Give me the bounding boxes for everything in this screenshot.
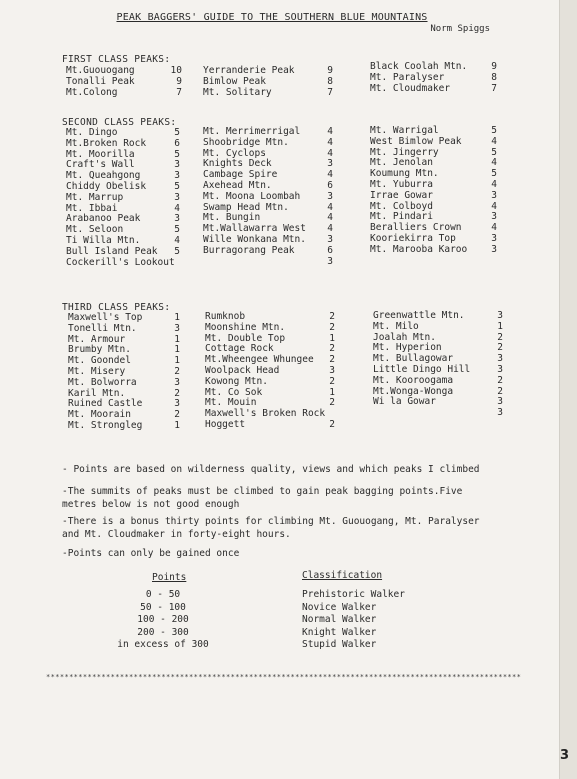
peak-row <box>203 246 333 257</box>
peak-points: 2 <box>497 374 503 386</box>
peak-row <box>66 88 182 99</box>
third-class-col-3 <box>373 311 503 419</box>
peak-points: 4 <box>491 157 497 169</box>
peak-points: 2 <box>329 321 335 333</box>
peak-name: Greenwattle Mtn. <box>373 310 465 321</box>
peak-points: 3 <box>497 407 503 419</box>
peak-points: 2 <box>329 375 335 387</box>
peak-points: 6 <box>327 244 333 256</box>
peak-name: Wille Wonkana Mtn. <box>203 233 306 245</box>
classification-header: Classification <box>302 570 383 581</box>
peak-name: Chiddy Obelisk <box>66 180 147 192</box>
peak-points: 1 <box>497 320 503 332</box>
peak-points: 4 <box>327 147 333 159</box>
peak-points: 3 <box>174 170 180 182</box>
peak-row <box>66 193 180 204</box>
classification-label: Normal Walker <box>302 614 377 625</box>
peak-points: 2 <box>329 397 335 409</box>
peak-row <box>68 324 180 335</box>
peak-points: 1 <box>174 355 180 367</box>
peak-row <box>370 191 497 202</box>
peak-points: 2 <box>174 409 180 421</box>
peak-row <box>373 397 503 408</box>
peak-points: 4 <box>174 202 180 214</box>
peak-name: Arabanoo Peak <box>66 213 141 225</box>
peak-points: 4 <box>491 200 497 212</box>
peak-points: 4 <box>327 169 333 181</box>
peak-name: Mt. Moona Loombah <box>203 190 301 202</box>
peak-name: Mt.Colong <box>66 86 118 98</box>
peak-name: Tonelli Mtn. <box>68 322 137 334</box>
peak-points: 3 <box>174 398 180 410</box>
page-number: 3 <box>560 748 570 763</box>
peak-points: 5 <box>174 245 180 257</box>
note-1: - Points are based on wilderness quality, views and which peaks I climbed <box>62 464 480 475</box>
peak-points: 2 <box>497 342 503 354</box>
peak-points: 2 <box>329 418 335 430</box>
peak-points: 4 <box>491 135 497 147</box>
peak-name: Mt. Marooba Karoo <box>370 243 468 255</box>
note-4: -Points can only be gained once <box>62 548 240 559</box>
peak-row <box>205 323 335 334</box>
second-class-heading: SECOND CLASS PEAKS: <box>62 117 177 128</box>
peak-points: 4 <box>327 212 333 224</box>
peak-points: 3 <box>327 255 333 267</box>
peak-name: Mt. Merrimerrigal <box>203 126 301 137</box>
peak-name: Cambage Spire <box>203 169 278 181</box>
first-class-col-3 <box>370 62 497 94</box>
peak-name: Mt.Wheengee Whungee <box>205 354 314 366</box>
peak-name: Mt.Wallawarra West <box>203 223 306 235</box>
peak-points: 5 <box>174 148 180 160</box>
peak-name <box>373 408 491 419</box>
peak-points: 2 <box>174 365 180 377</box>
peak-name: Beralliers Crown <box>370 222 462 234</box>
peak-row <box>66 247 180 258</box>
peak-name: Mt. Yuburra <box>370 178 433 190</box>
peak-name: Mt. Pindari <box>370 211 433 223</box>
peak-name: Mt. Jingerry <box>370 146 439 158</box>
points-range: 200 - 300 <box>137 626 189 638</box>
peak-points: 3 <box>491 243 497 255</box>
peak-name: Cottage Rock <box>205 343 274 355</box>
peak-name: Mt. Dingo <box>66 127 118 138</box>
peak-row <box>205 420 335 431</box>
peak-name: Maxwell's Broken Rock <box>205 408 326 420</box>
peak-points: 5 <box>174 180 180 192</box>
second-class-col-1 <box>66 128 180 268</box>
peak-row <box>203 77 333 88</box>
peak-name: Mt. Co Sok <box>205 386 263 398</box>
peak-name: Mt. Paralyser <box>370 71 445 83</box>
classification-label: Stupid Walker <box>302 639 377 650</box>
peak-points: 3 <box>174 191 180 203</box>
peak-points: 4 <box>491 178 497 190</box>
peak-name: West Bimlow Peak <box>370 135 462 147</box>
second-class-col-2 <box>203 127 333 267</box>
peak-name: Tonalli Peak <box>66 75 135 87</box>
peak-points: 5 <box>174 127 180 138</box>
peak-points: 5 <box>174 224 180 236</box>
peak-name: Mt. Cyclops <box>203 147 266 159</box>
peak-points: 3 <box>327 158 333 170</box>
peak-name: Moonshine Mtn. <box>205 321 286 333</box>
peak-points: 2 <box>329 354 335 366</box>
peak-name: Mt. Seloon <box>66 224 124 236</box>
peak-points: 3 <box>174 376 180 388</box>
peak-name: Yerranderie Peak <box>203 65 295 76</box>
peak-points <box>166 258 180 269</box>
points-range: 50 - 100 <box>140 601 186 613</box>
peak-points: 3 <box>491 232 497 244</box>
peak-points: 7 <box>327 86 333 98</box>
peak-row <box>66 258 180 269</box>
peak-name: Knights Deck <box>203 158 272 170</box>
peak-points: 2 <box>329 311 335 322</box>
peak-points: 8 <box>327 75 333 87</box>
peak-row <box>68 421 180 432</box>
peak-points: 2 <box>497 331 503 343</box>
peak-name: Mt.Wonga-Wonga <box>373 385 454 397</box>
peak-name: Joalah Mtn. <box>373 331 436 343</box>
peak-points: 1 <box>174 333 180 345</box>
peak-name: Irrae Gowar <box>370 189 433 201</box>
peak-row <box>66 139 180 150</box>
peak-name: Rumknob <box>205 311 246 322</box>
points-range: in excess of 300 <box>117 639 209 650</box>
peak-name: Kowong Mtn. <box>205 375 268 387</box>
peak-row <box>370 245 497 256</box>
peak-name: Bull Island Peak <box>66 245 158 257</box>
peak-name: Little Dingo Hill <box>373 363 471 375</box>
peak-name: Mt. Kooroogama <box>373 374 454 386</box>
peak-name: Mt. Misery <box>68 365 126 377</box>
peak-points: 2 <box>497 385 503 397</box>
peak-points: 1 <box>174 312 180 323</box>
third-class-heading: THIRD CLASS PEAKS: <box>62 302 171 313</box>
peak-points: 4 <box>327 201 333 213</box>
note-3: -There is a bonus thirty points for climbing Mt. Guouogang, Mt. Paralyser <box>62 516 480 527</box>
peak-name: Shoobridge Mtn. <box>203 136 289 148</box>
points-range: 100 - 200 <box>137 614 189 625</box>
peak-name: Mt. Bullagowar <box>373 353 454 365</box>
peak-row <box>373 322 503 333</box>
peak-points: 5 <box>491 125 497 136</box>
peak-name: Mt. Milo <box>373 320 419 332</box>
page-edge <box>560 0 577 779</box>
peak-name: Ruined Castle <box>68 398 143 410</box>
peak-points: 6 <box>327 179 333 191</box>
peak-points: 3 <box>497 353 503 365</box>
peak-name: Black Coolah Mtn. <box>370 61 468 72</box>
third-class-col-2 <box>205 312 335 431</box>
peak-name: Craft's Wall <box>66 159 135 171</box>
peak-name: Mt.Guouogang <box>66 65 135 76</box>
peak-row <box>66 77 182 88</box>
note-2-cont: metres below is not good enough <box>62 499 240 510</box>
peak-row <box>203 88 333 99</box>
note-2: -The summits of peaks must be climbed to gain peak bagging points.Five <box>62 486 463 497</box>
peak-name: Koumung Mtn. <box>370 168 439 180</box>
peak-points: 7 <box>176 86 182 98</box>
peak-points: 1 <box>329 332 335 344</box>
first-class-col-2 <box>203 66 333 98</box>
peak-name: Mt. Bolworra <box>68 376 137 388</box>
peak-points: 4 <box>491 222 497 234</box>
peak-name: Mt. Warrigal <box>370 125 439 136</box>
peak-points: 3 <box>497 363 503 375</box>
peak-points: 3 <box>174 159 180 171</box>
peak-points: 3 <box>327 190 333 202</box>
classification-label: Prehistoric Walker <box>302 589 405 600</box>
peak-row <box>205 377 335 388</box>
peak-points: 4 <box>327 136 333 148</box>
classification-label: Knight Walker <box>302 626 377 638</box>
peak-points: 3 <box>174 213 180 225</box>
peak-name: Swamp Head Mtn. <box>203 201 289 213</box>
peak-name: Mt. Bungin <box>203 212 261 224</box>
peak-name: Cockerill's Lookout <box>66 256 175 268</box>
peak-points: 3 <box>491 189 497 201</box>
peak-points: 4 <box>327 126 333 137</box>
third-class-col-1 <box>68 313 180 432</box>
peak-name: Bimlow Peak <box>203 75 266 87</box>
peak-name: Mt. Hyperion <box>373 342 442 354</box>
peak-row <box>203 192 333 203</box>
peak-points: 6 <box>174 137 180 149</box>
peak-name: Mt. Mouin <box>205 397 257 409</box>
peak-name: Maxwell's Top <box>68 312 143 323</box>
peak-points: 5 <box>491 168 497 180</box>
peak-points: 4 <box>327 223 333 235</box>
peak-name: Mt. Ibbai <box>66 202 118 214</box>
peak-row <box>373 376 503 387</box>
peak-points: 5 <box>491 146 497 158</box>
peak-points: 3 <box>329 364 335 376</box>
peak-points: 8 <box>491 71 497 83</box>
peak-points: 9 <box>176 75 182 87</box>
peak-points: 3 <box>497 310 503 321</box>
peak-row <box>203 138 333 149</box>
peak-name: Wi la Gowar <box>373 396 436 408</box>
peak-name <box>203 257 321 268</box>
peak-row <box>68 378 180 389</box>
peak-row <box>203 257 333 268</box>
peak-name: Mt. Queahgong <box>66 170 141 182</box>
peak-name: Mt. Marrup <box>66 191 124 203</box>
peak-name: Mt. Jenolan <box>370 157 433 169</box>
peak-points: 1 <box>174 344 180 356</box>
star-divider: ******************************************************************************************************* <box>46 673 522 681</box>
peak-name: Hoggett <box>205 418 246 430</box>
peak-name: Mt. Cloudmaker <box>370 82 451 94</box>
peak-name: Mt. Strongleg <box>68 419 143 431</box>
peak-name: Mt. Double Top <box>205 332 286 344</box>
peak-points: 3 <box>497 396 503 408</box>
note-3-cont: and Mt. Cloudmaker in forty-eight hours. <box>62 529 291 540</box>
peak-points: 1 <box>329 386 335 398</box>
peak-points: 10 <box>170 65 182 76</box>
peak-name: Karil Mtn. <box>68 387 126 399</box>
peak-name: Mt. Solitary <box>203 86 272 98</box>
peak-points: 3 <box>491 211 497 223</box>
peak-points: 3 <box>327 233 333 245</box>
peak-name: Kooriekirra Top <box>370 232 456 244</box>
peak-name: Mt. Moorilla <box>66 148 135 160</box>
author-name: Norm Spiggs <box>430 24 490 34</box>
second-class-col-3 <box>370 126 497 256</box>
peak-row <box>370 73 497 84</box>
peak-name: Ti Willa Mtn. <box>66 234 141 246</box>
peak-name: Mt. Moorain <box>68 409 131 421</box>
peak-points: 4 <box>174 234 180 246</box>
peak-name: Burragorang Peak <box>203 244 295 256</box>
points-range: 0 - 50 <box>145 589 181 600</box>
points-header: Points <box>152 572 187 583</box>
peak-points: 2 <box>174 387 180 399</box>
classification-label: Novice Walker <box>302 601 377 613</box>
peak-points: 9 <box>491 61 497 72</box>
peak-points: 7 <box>491 82 497 94</box>
peak-row <box>373 408 503 419</box>
document-title: PEAK BAGGERS' GUIDE TO THE SOUTHERN BLUE MOUNTAINS <box>116 12 428 23</box>
peak-row <box>370 137 497 148</box>
peak-points: 9 <box>327 65 333 76</box>
peak-name: Mt. Colboyd <box>370 200 433 212</box>
peak-name: Brumby Mtn. <box>68 344 131 356</box>
first-class-heading: FIRST CLASS PEAKS: <box>62 54 171 65</box>
peak-points: 3 <box>174 322 180 334</box>
peak-name: Axehead Mtn. <box>203 179 272 191</box>
peak-points: 2 <box>329 343 335 355</box>
peak-name: Woolpack Head <box>205 364 280 376</box>
peak-name: Mt. Armour <box>68 333 126 345</box>
first-class-col-1 <box>66 66 182 98</box>
peak-points: 1 <box>174 419 180 431</box>
peak-name: Mt. Goondel <box>68 355 131 367</box>
peak-row <box>370 84 497 95</box>
peak-name: Mt.Broken Rock <box>66 137 147 149</box>
